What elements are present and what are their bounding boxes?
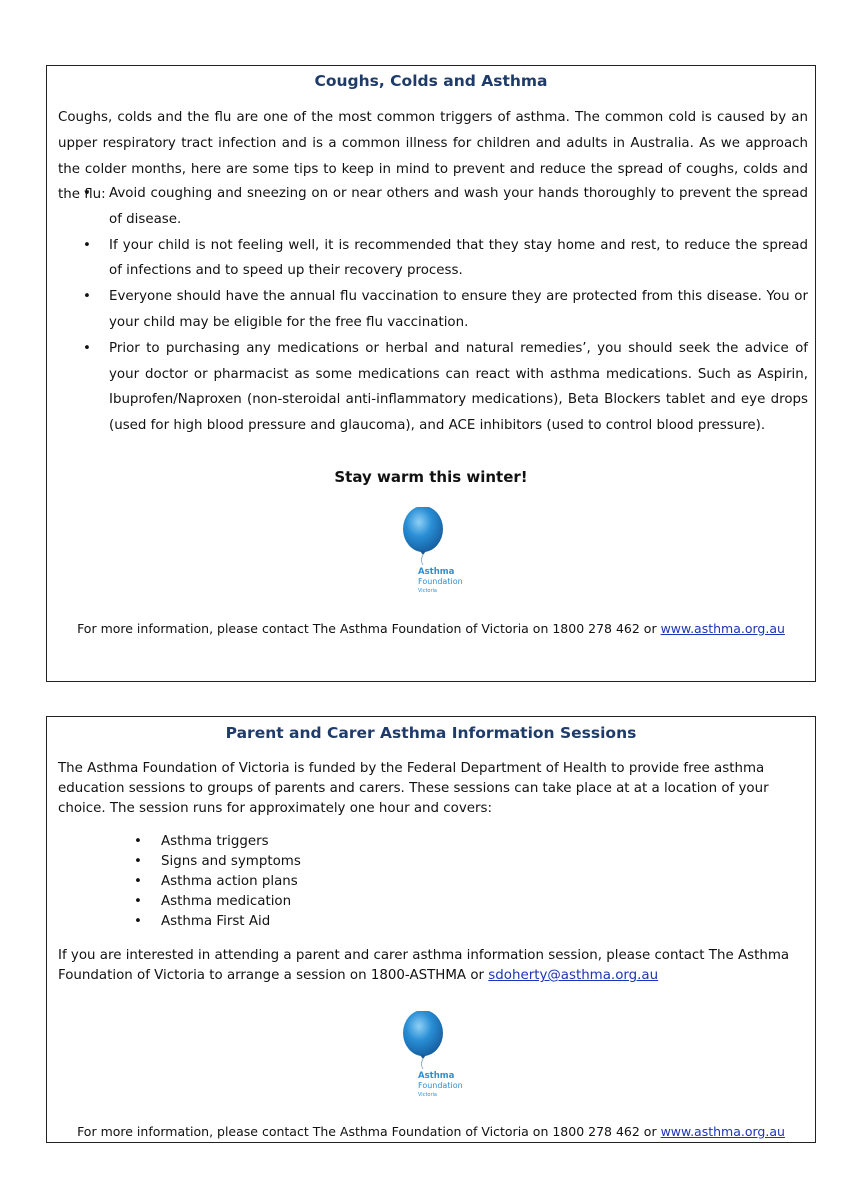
contact-line: [47, 1124, 815, 1139]
list-item: • Signs and symptoms: [161, 852, 301, 872]
website-link[interactable]: www.asthma.org.au: [660, 621, 785, 636]
list-item: • Asthma action plans: [161, 872, 301, 892]
tagline: Stay warm this winter!: [334, 468, 528, 486]
email-link[interactable]: sdoherty@asthma.org.au: [488, 968, 659, 983]
list-item: • Prior to purchasing any medications or herbal and natural remedies’, you should seek the advice of your doctor or pharmacist as some medications can react with asthma medications. Such as Aspirin, Ibuprofen/Naproxen (non-steroidal anti-inflammatory medications), Beta Blockers tablet and eye drops (used for high blood pressure and glaucoma), and ACE inhibitors (used to control blood pressure).: [109, 336, 808, 439]
section-title: Coughs, Colds and Asthma: [314, 72, 548, 90]
website-link[interactable]: www.asthma.org.au: [660, 1124, 785, 1139]
logo-line3: Victoria: [418, 588, 437, 594]
tips-list: [109, 181, 808, 439]
coughs-colds-section: [46, 65, 816, 682]
section-title: Parent and Carer Asthma Information Sessions: [225, 724, 637, 742]
list-item: • Everyone should have the annual flu vaccination to ensure they are protected from this disease. You or your child may be eligible for the free flu vaccination.: [109, 284, 808, 336]
logo-line3: Victoria: [418, 1092, 437, 1098]
topics-list: [161, 832, 301, 932]
section-intro: Coughs, colds and the flu are one of the most common triggers of asthma. The common cold is caused by an upper respiratory tract infection and is a common illness for children and adults in Australia. As we approach the colder months, here are some tips to keep in mind to prevent and reduce the spread of coughs, colds and the flu:: [58, 110, 808, 203]
logo-line1: Asthma: [418, 567, 455, 577]
list-item: • Asthma First Aid: [161, 912, 301, 932]
list-item: • Asthma triggers: [161, 832, 301, 852]
outro-text: If you are interested in attending a parent and carer asthma information session, please contact The Asthma Foundation of Victoria to arrange a session on 1800-ASTHMA or: [58, 948, 790, 983]
balloon-icon: [403, 1011, 443, 1069]
logo-line2: Foundation: [418, 577, 463, 586]
asthma-foundation-logo: [399, 507, 479, 607]
logo-line2: Foundation: [418, 1081, 463, 1090]
list-item: • If your child is not feeling well, it is recommended that they stay home and rest, to reduce the spread of infections and to speed up their recovery process.: [109, 233, 808, 285]
balloon-icon: [403, 507, 443, 565]
info-sessions-section: [46, 716, 816, 1143]
contact-text: For more information, please contact The Asthma Foundation of Victoria on 1800 278 462 or: [77, 1124, 661, 1139]
logo-line1: Asthma: [418, 1071, 455, 1081]
list-item: • Asthma medication: [161, 892, 301, 912]
asthma-foundation-logo: [399, 1011, 479, 1111]
contact-line: [47, 621, 815, 636]
session-contact-paragraph: [58, 946, 808, 986]
list-item: • Avoid coughing and sneezing on or near others and wash your hands thoroughly to prevent the spread of disease.: [109, 181, 808, 233]
section-intro: The Asthma Foundation of Victoria is funded by the Federal Department of Health to provide free asthma education sessions to groups of parents and carers. These sessions can take place at at a location of your choice. The session runs for approximately one hour and covers:: [58, 761, 769, 816]
contact-text: For more information, please contact The Asthma Foundation of Victoria on 1800 278 462 or: [77, 621, 661, 636]
